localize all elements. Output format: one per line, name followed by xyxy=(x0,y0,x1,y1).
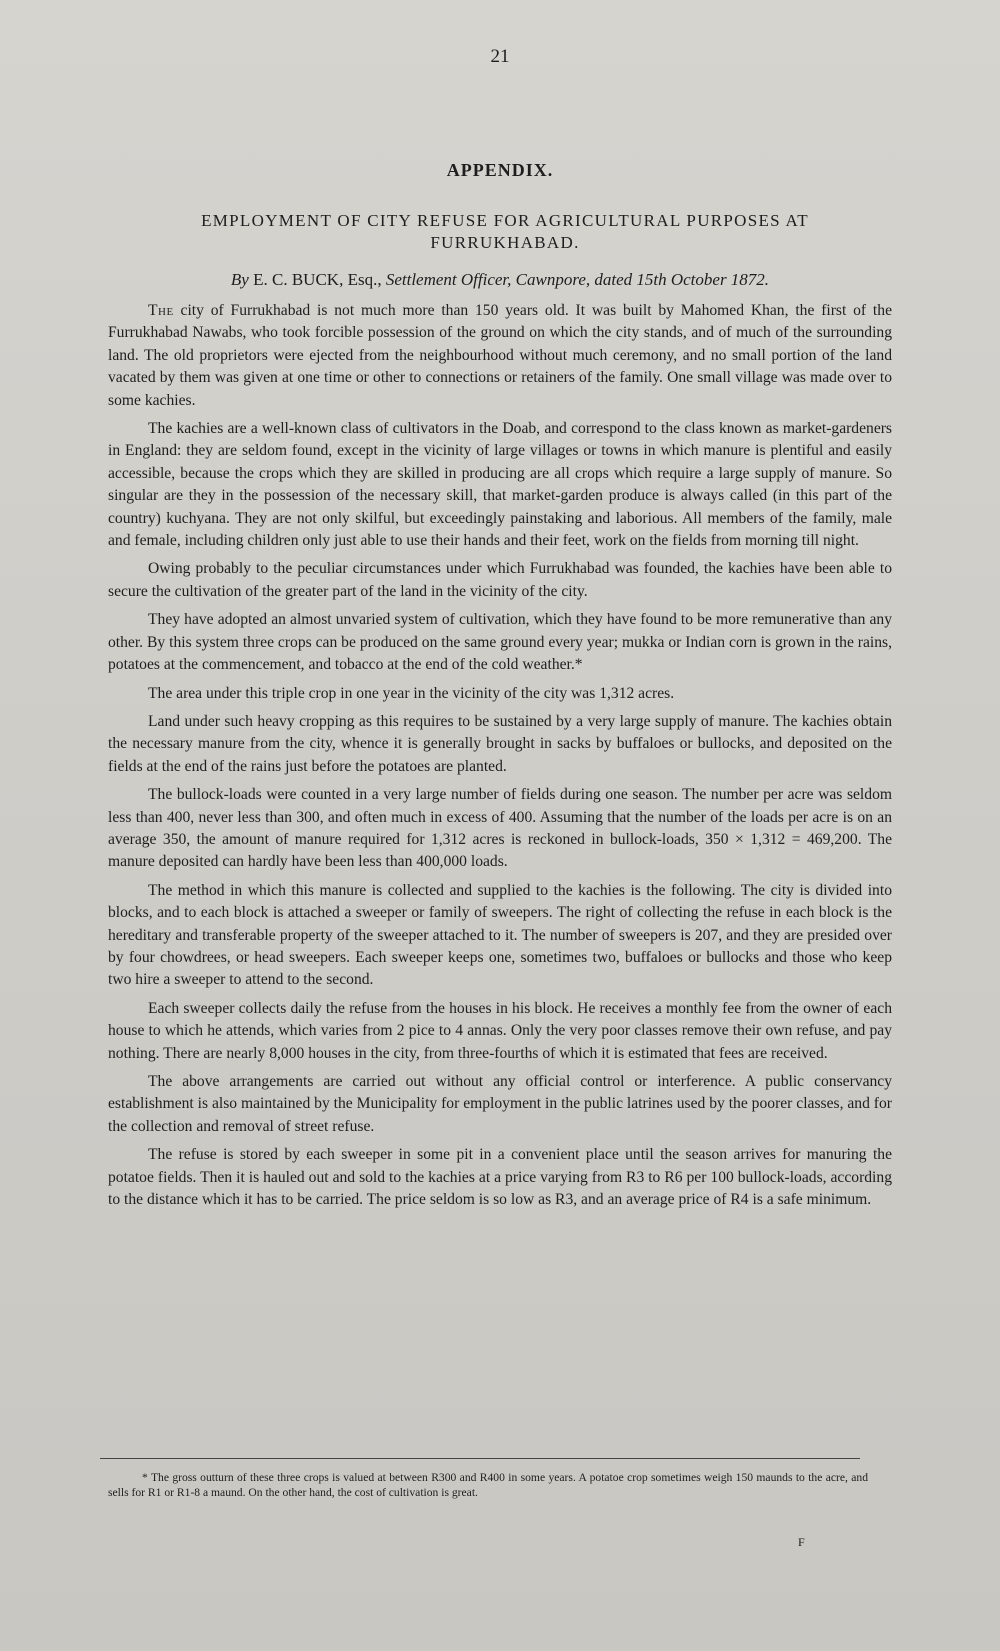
paragraph-text: The area under this triple crop in one year in the vicinity of the city was 1,312 acres. xyxy=(148,684,675,702)
paragraph-11 xyxy=(108,1144,892,1211)
paragraph-9 xyxy=(108,998,892,1065)
paragraph-lead: The xyxy=(148,302,174,319)
paragraph-text: city of Furrukhabad is not much more than 150 years old. It was built by Mahomed Khan, the first of the Furrukhabad Nawabs, who took forcible possession of the ground on which the city stands, and of much of the surrounding land. The old proprietors were ejected from the neighbourhood without much ceremony, and no small portion of the land vacated by them was given at one time or other to connections or retainers of the family. One small village was made over to some kachies. xyxy=(108,302,892,409)
article-body xyxy=(108,300,892,1211)
paragraph-4 xyxy=(108,609,892,676)
paragraph-text: Land under such heavy cropping as this requires to be sustained by a very large supply of manure. The kachies obtain the necessary manure from the city, whence it is generally brought in sacks by buffaloes or bullocks, and deposited on the fields at the end of the rains just before the potatoes are planted. xyxy=(108,712,892,775)
paragraph-10 xyxy=(108,1071,892,1138)
byline-author: E. C. BUCK, Esq., xyxy=(253,270,382,289)
paragraph-2 xyxy=(108,418,892,552)
paragraph-text: The above arrangements are carried out without any official control or interference. A public conservancy establishment is also maintained by the Municipality for employment in the public latrines used by the poorer classes, and for the collection and removal of street refuse. xyxy=(108,1073,892,1135)
paragraph-text: The bullock-loads were counted in a very large number of fields during one season. The number per acre was seldom less than 400, never less than 300, and often much in excess of 400. Assuming that the number of the loads per acre is on an average 350, the amount of manure required for 1,312 acres is reckoned in bullock-loads, 350 × 1,312 = 469,200. The manure deposited can hardly have been less than 400,000 loads. xyxy=(108,786,892,871)
paragraph-7 xyxy=(108,784,892,874)
paragraph-text: The refuse is stored by each sweeper in some pit in a convenient place until the season arrives for manuring the potatoe fields. Then it is hauled out and sold to the kachies at a price varying from R3 to R6 per 100 bullock-loads, according to the distance which it has to be carried. The price seldom is so low as R3, and an average price of R4 is a safe minimum. xyxy=(108,1146,892,1209)
byline xyxy=(110,270,890,290)
paragraph-text: Owing probably to the peculiar circumstances under which Furrukhabad was founded, the kachies have been able to secure the cultivation of the greater part of the land in the vicinity of the city. xyxy=(108,560,892,600)
paragraph-text: The method in which this manure is collected and supplied to the kachies is the following. The city is divided into blocks, and to each block is attached a sweeper or family of sweepers. The right of collecting the refuse in each block is the hereditary and transferable property of the sweeper attached to it. The number of sweepers is 207, and they are presided over by four chowdrees, or head sweepers. Each sweeper keeps one, sometimes two, buffaloes or bullocks and those who keep two hire a sweeper to attend to the second. xyxy=(108,881,892,989)
paragraph-8 xyxy=(108,880,892,992)
signature-mark: F xyxy=(798,1535,805,1549)
byline-by: By xyxy=(230,270,249,289)
paragraph-5 xyxy=(108,683,892,705)
paragraph-6 xyxy=(108,711,892,778)
footnote-divider xyxy=(100,1458,860,1459)
paragraph-text: The kachies are a well-known class of cultivators in the Doab, and correspond to the class known as market-gardeners in England: they are seldom found, except in the vicinity of large villages or towns in which manure is plentiful and easily accessible, because the crops which they are skilled in producing are all crops which require a large supply of manure. So singular are they in the possession of the necessary skill, that market-garden produce is always called (in this part of the country) kuchyana. They are not only skilful, but exceedingly painstaking and laborious. All members of the family, male and female, including children only just able to use their hands and their feet, work on the fields from morning till night. xyxy=(108,420,892,550)
footnote-text: * The gross outturn of these three crops is valued at between R300 and R400 in some years. A potatoe crop sometimes weigh 150 maunds to the acre, and sells for R1 or R1-8 a maund. On the other hand, the cost of cultivation is great. xyxy=(108,1471,868,1499)
footnote xyxy=(108,1470,868,1500)
paragraph-3 xyxy=(108,558,892,603)
page-number: 21 xyxy=(490,46,510,67)
article-title: EMPLOYMENT OF CITY REFUSE FOR AGRICULTURAL PURPOSES AT FURRUKHABAD. xyxy=(201,211,809,252)
appendix-heading: APPENDIX. xyxy=(446,160,554,180)
paragraph-text: They have adopted an almost unvaried system of cultivation, which they have found to be more remunerative than any other. By this system three crops can be produced on the same ground every year; mukka or Indian corn is grown in the rains, potatoes at the commencement, and tobacco at the end of the cold weather.* xyxy=(108,611,892,674)
paragraph-text: Each sweeper collects daily the refuse from the houses in his block. He receives a monthly fee from the owner of each house to which he attends, which varies from 2 pice to 4 annas. Only the very poor classes remove their own refuse, and pay nothing. There are nearly 8,000 houses in the city, from three-fourths of which it is estimated that fees are received. xyxy=(108,999,892,1062)
byline-details: Settlement Officer, Cawnpore, dated 15th October 1872. xyxy=(385,270,770,289)
paragraph-1 xyxy=(108,300,892,412)
